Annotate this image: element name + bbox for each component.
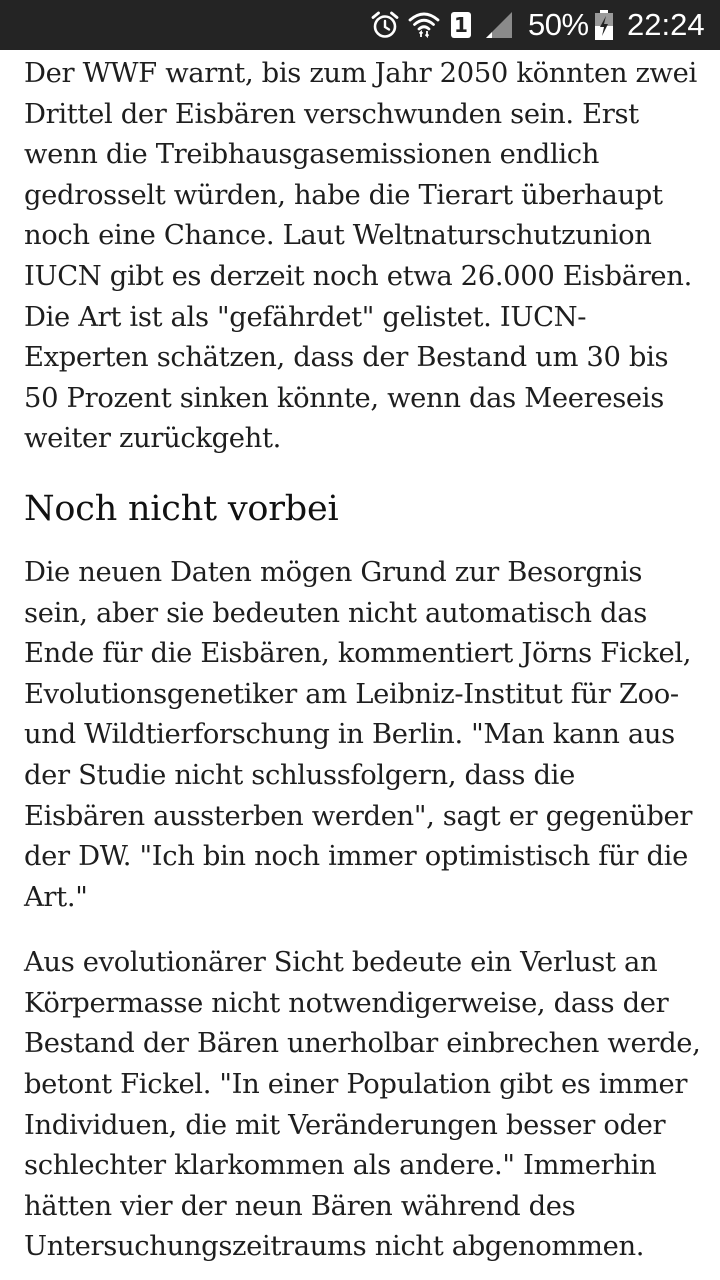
signal-icon: [484, 0, 514, 50]
alarm-icon: [370, 0, 400, 50]
sim-icon: [451, 0, 471, 50]
battery-icon: [594, 0, 614, 50]
article-paragraph-2: Die neuen Daten mögen Grund zur Besorgnis sein, aber sie bedeuten nicht automatisch das Ende für die Eisbären, kommentiert Jörns Fickel, Evolutionsgenetiker am Leibniz-Institut für Zoo- und Wildtierforschung in Berlin. "Man kann aus der Studie nicht schlussfolgern, dass die Eisbären aussterben werden", sagt er gegenüber der DW. "Ich bin noch immer optimistisch für die Art.": [24, 556, 693, 913]
sim-label: 1: [451, 12, 471, 38]
status-bar: [0, 0, 720, 50]
battery-percent: 50%: [528, 7, 589, 42]
section-heading: Noch nicht vorbei: [24, 488, 339, 529]
clock-time: 22:24: [627, 7, 705, 42]
article-paragraph-3: Aus evolutionärer Sicht bedeute ein Verlust an Körpermasse nicht notwendigerweise, dass der Bestand der Bären unerholbar einbrechen werde, betont Fickel. "In einer Population gibt es immer Individuen, die mit Veränderungen besser oder schlechter klarkommen als andere." Immerhin hätten vier der neun Bären während des Untersuchungszeitraums nicht abgenommen.: [24, 947, 701, 1263]
wifi-icon: [408, 0, 440, 50]
article-paragraph-1: Der WWF warnt, bis zum Jahr 2050 könnten zwei Drittel der Eisbären verschwunden sein. Erst wenn die Treibhausgasemissionen endlich gedrosselt würden, habe die Tierart überhaupt noch eine Chance. Laut Weltnaturschutzunion IUCN gibt es derzeit noch etwa 26.000 Eisbären. Die Art ist als "gefährdet" gelistet. IUCN-Experten schätzen, dass der Bestand um 30 bis 50 Prozent sinken könnte, wenn das Meereseis weiter zurückgeht.: [24, 58, 697, 455]
article-content: [24, 54, 704, 1268]
